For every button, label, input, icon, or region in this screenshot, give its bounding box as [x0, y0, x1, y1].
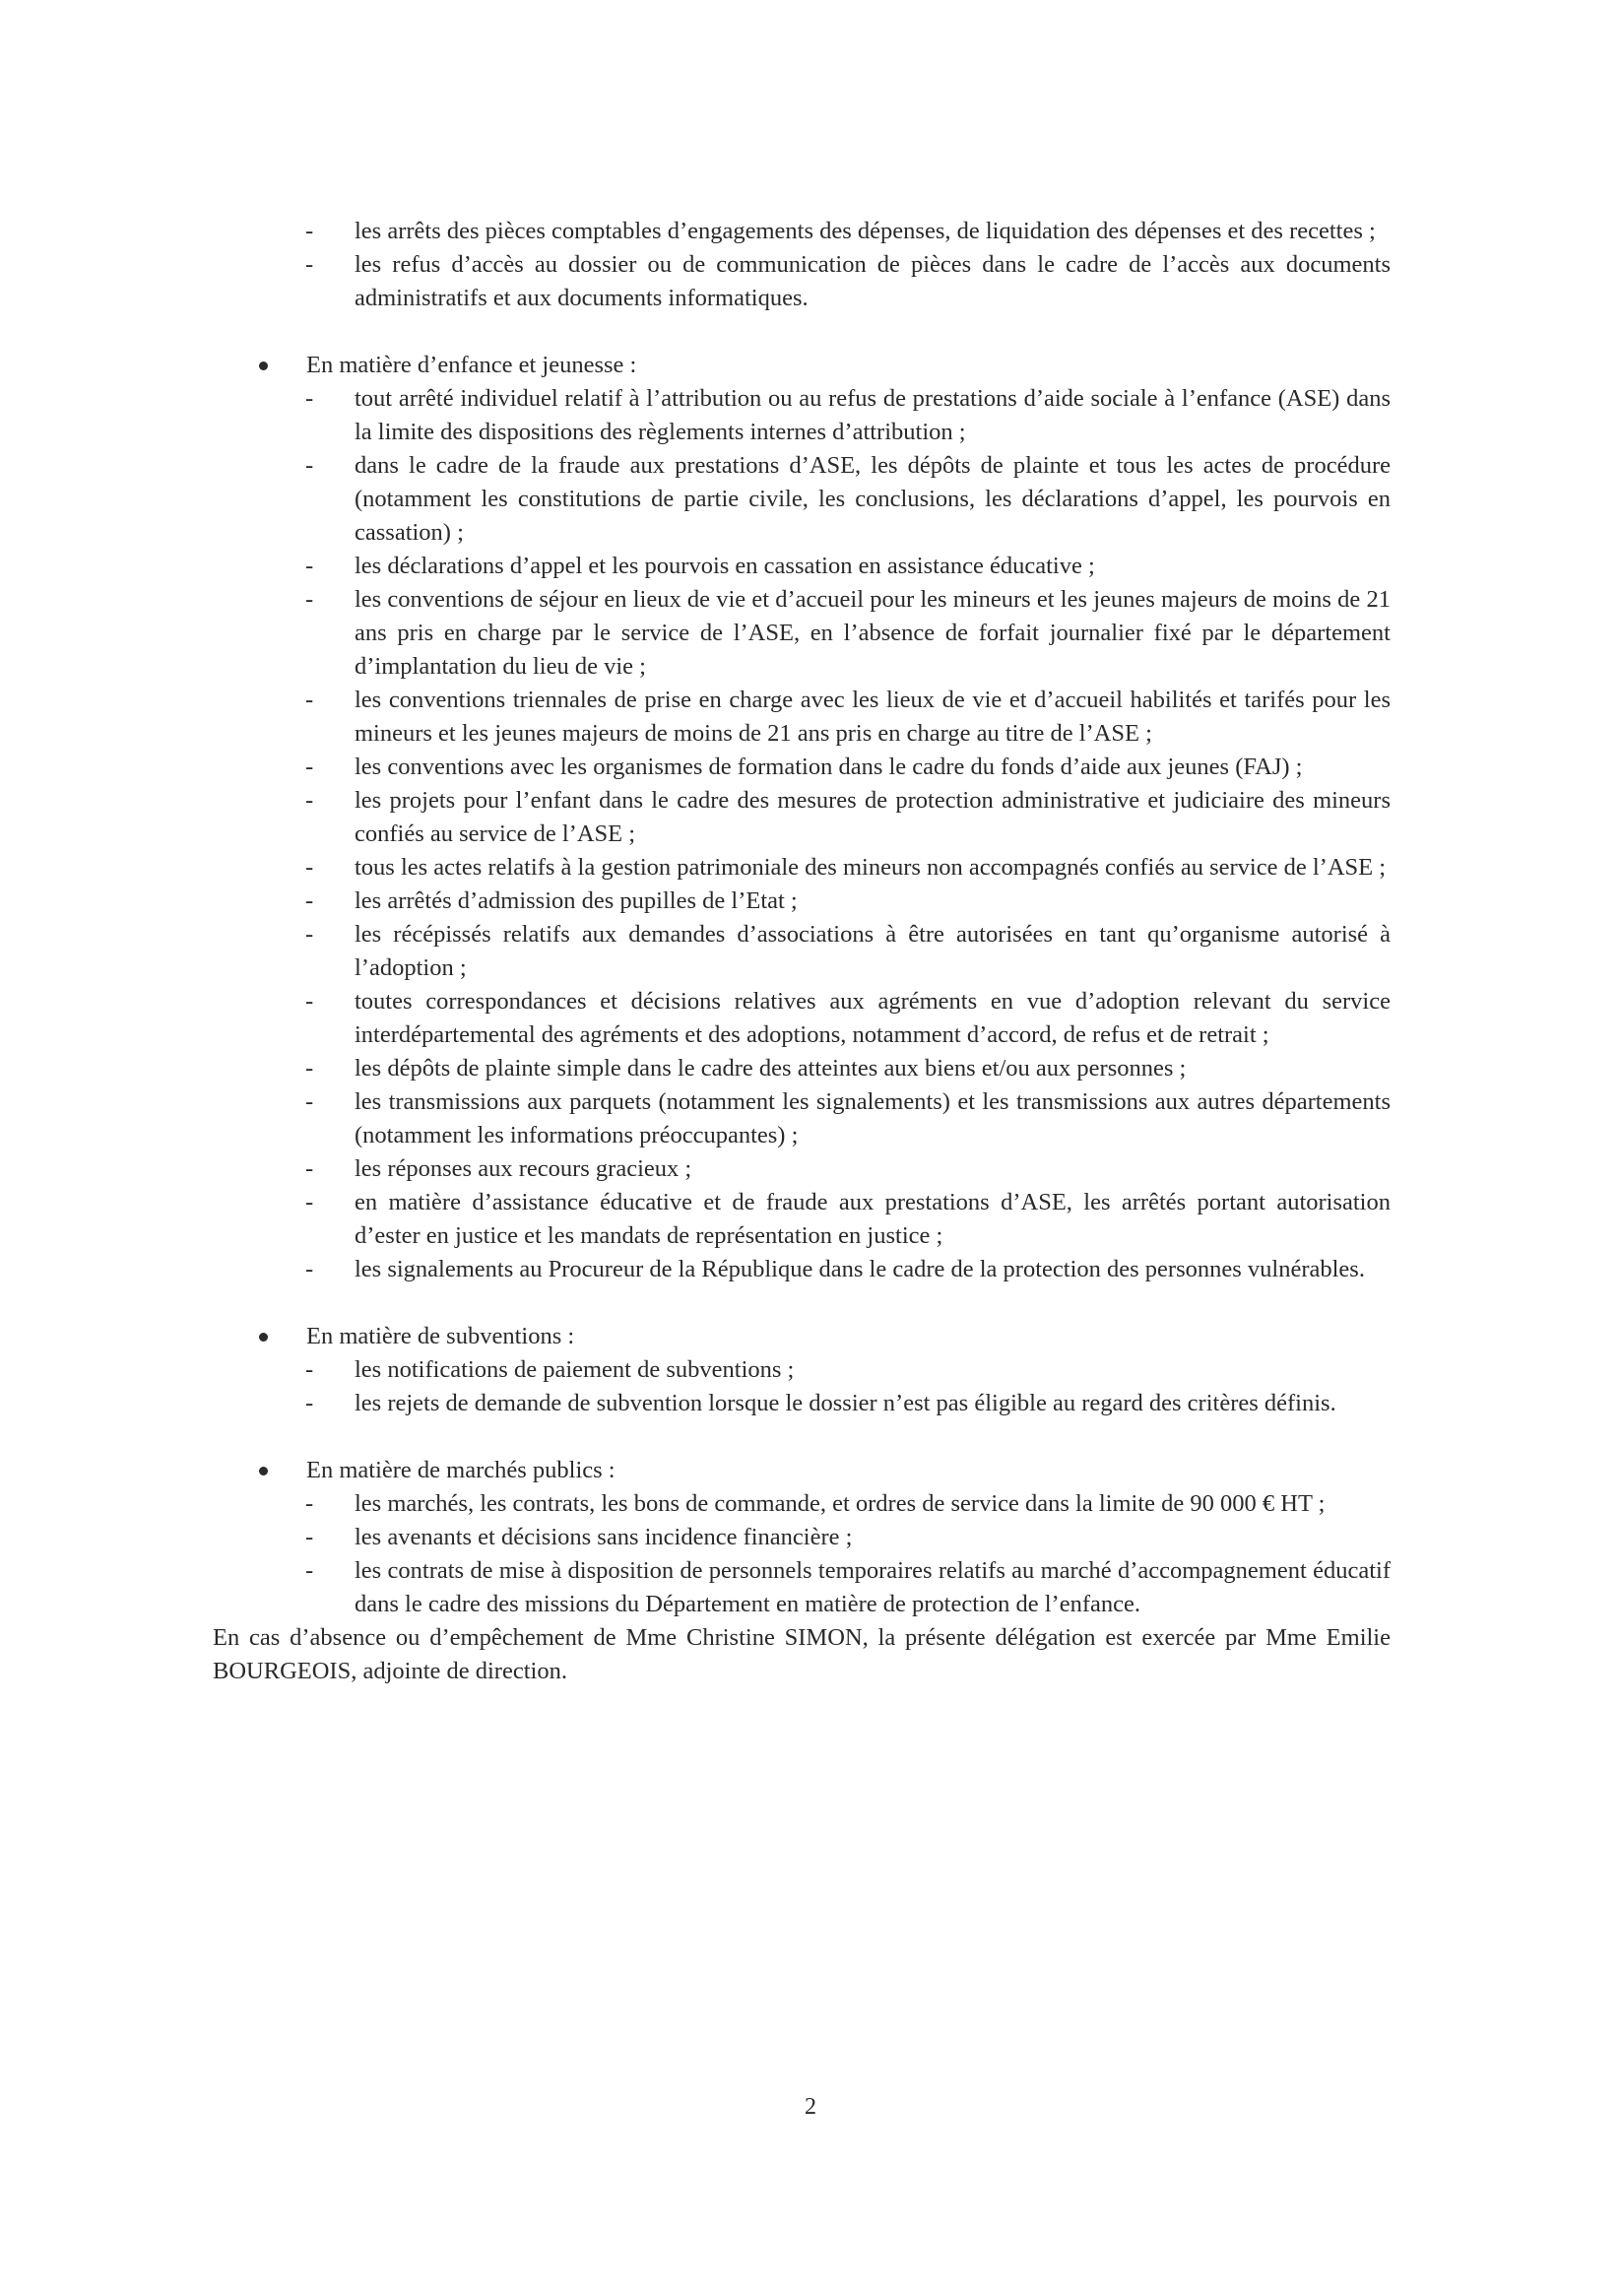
dash-marker: - [305, 754, 314, 780]
dash-marker: - [305, 1490, 314, 1517]
dash-marker: - [305, 1088, 314, 1115]
list-item [305, 1085, 1391, 1152]
list-item-text: les marchés, les contrats, les bons de commande, et ordres de service dans la limite de 90 000 € HT ; [355, 1490, 1326, 1517]
section [213, 349, 1391, 1286]
dash-marker: - [305, 251, 314, 278]
section-heading [213, 1320, 1391, 1353]
dash-marker: - [305, 887, 314, 914]
list-item [305, 1186, 1391, 1253]
list-item-text: les notifications de paiement de subventions ; [355, 1356, 795, 1383]
list-item [305, 918, 1391, 985]
dash-marker: - [305, 1055, 314, 1082]
list-item [305, 1554, 1391, 1621]
list-item [305, 1253, 1391, 1286]
list-item [305, 1387, 1391, 1420]
list-item-text: les conventions triennales de prise en charge avec les lieux de vie et d’accueil habilités et tarifés pour les mineurs et les jeunes majeurs de moins de 21 ans pris en charge au titre de l’ASE ; [355, 687, 1391, 747]
dash-marker: - [305, 218, 314, 244]
list-item [305, 784, 1391, 851]
dash-marker: - [305, 1557, 314, 1584]
list-item [305, 1521, 1391, 1554]
list-item-text: les conventions de séjour en lieux de vie et d’accueil pour les mineurs et les jeunes majeurs de moins de 21 ans pris en charge par le service de l’ASE, en l’absence de forfait journalier fixé par le département d’implantation du lieu de vie ; [355, 586, 1391, 680]
dash-marker: - [305, 1256, 314, 1282]
list-item-text: toutes correspondances et décisions relatives aux agréments en vue d’adoption relevant du service interdépartemental des agréments et des adoptions, notamment d’accord, de refus et de retrait ; [355, 988, 1391, 1048]
list-item [305, 751, 1391, 784]
list-item [305, 1052, 1391, 1085]
list-item-text: les signalements au Procureur de la République dans le cadre de la protection des personnes vulnérables. [355, 1256, 1365, 1282]
list-item [305, 550, 1391, 583]
section-heading [213, 349, 1391, 382]
list-item [305, 449, 1391, 550]
list-item-text: tous les actes relatifs à la gestion patrimoniale des mineurs non accompagnés confiés au service de l’ASE ; [355, 854, 1387, 881]
list-item-text: tout arrêté individuel relatif à l’attribution ou au refus de prestations d’aide sociale à l’enfance (ASE) dans la limite des dispositions des règlements internes d’attribution ; [355, 385, 1391, 445]
list-item-text: les refus d’accès au dossier ou de communication de pièces dans le cadre de l’accès aux documents administratifs et aux documents informatiques. [355, 251, 1391, 311]
sections-container [213, 349, 1391, 1621]
section-heading-text: En matière d’enfance et jeunesse : [306, 352, 637, 378]
section-items [213, 382, 1391, 1286]
dash-marker: - [305, 553, 314, 579]
list-item-text: les conventions avec les organismes de formation dans le cadre du fonds d’aide aux jeunes (FAJ) ; [355, 754, 1303, 780]
list-item [305, 1152, 1391, 1186]
section [213, 1320, 1391, 1420]
dash-marker: - [305, 787, 314, 814]
list-item-text: les transmissions aux parquets (notamment les signalements) et les transmissions aux autres départements (notamment les informations préoccupantes) ; [355, 1088, 1391, 1148]
list-item-text: les réponses aux recours gracieux ; [355, 1155, 692, 1182]
list-item-text: les arrêtés d’admission des pupilles de l’Etat ; [355, 887, 798, 914]
dash-marker: - [305, 1390, 314, 1416]
list-item [305, 215, 1391, 248]
closing-paragraph: En cas d’absence ou d’empêchement de Mme Christine SIMON, la présente délégation est exercée par Mme Emilie BOURGEOIS, adjointe de direction. [213, 1624, 1391, 1684]
dash-marker: - [305, 1155, 314, 1182]
dash-marker: - [305, 687, 314, 713]
list-item-text: les déclarations d’appel et les pourvois en cassation en assistance éducative ; [355, 553, 1095, 579]
list-item [305, 1353, 1391, 1387]
list-item [305, 382, 1391, 449]
bullet-icon [259, 1467, 268, 1476]
list-item-text: les dépôts de plainte simple dans le cadre des atteintes aux biens et/ou aux personnes ; [355, 1055, 1187, 1082]
list-item-text: dans le cadre de la fraude aux prestations d’ASE, les dépôts de plainte et tous les actes de procédure (notamment les constitutions de partie civile, les conclusions, les déclarations d’appel, les pourvois en cassation) ; [355, 452, 1391, 546]
dash-marker: - [305, 1189, 314, 1215]
section-heading [213, 1454, 1391, 1487]
list-item [305, 885, 1391, 918]
intro-list [213, 215, 1391, 315]
dash-marker: - [305, 921, 314, 948]
section-heading-text: En matière de marchés publics : [306, 1457, 616, 1483]
bullet-icon [259, 361, 268, 370]
list-item [305, 851, 1391, 885]
list-item-text: les projets pour l’enfant dans le cadre des mesures de protection administrative et judiciaire des mineurs confiés au service de l’ASE ; [355, 787, 1391, 847]
section-items [213, 1487, 1391, 1621]
dash-marker: - [305, 854, 314, 881]
list-item [305, 985, 1391, 1052]
page-number: 2 [805, 2094, 816, 2120]
list-item [305, 1487, 1391, 1521]
dash-marker: - [305, 385, 314, 412]
list-item-text: les arrêts des pièces comptables d’engagements des dépenses, de liquidation des dépenses et des recettes ; [355, 218, 1376, 244]
list-item-text: les contrats de mise à disposition de personnels temporaires relatifs au marché d’accompagnement éducatif dans le cadre des missions du Département en matière de protection de l’enfance. [355, 1557, 1391, 1617]
section-heading-text: En matière de subventions : [306, 1323, 575, 1349]
section-items [213, 1353, 1391, 1420]
section [213, 1454, 1391, 1621]
list-item-text: les avenants et décisions sans incidence financière ; [355, 1524, 853, 1550]
dash-marker: - [305, 586, 314, 613]
dash-marker: - [305, 1356, 314, 1383]
list-item-text: les récépissés relatifs aux demandes d’associations à être autorisées en tant qu’organisme autorisé à l’adoption ; [355, 921, 1391, 981]
list-item [305, 248, 1391, 315]
list-item [305, 583, 1391, 684]
list-item-text: les rejets de demande de subvention lorsque le dossier n’est pas éligible au regard des critères définis. [355, 1390, 1336, 1416]
dash-marker: - [305, 988, 314, 1015]
dash-marker: - [305, 1524, 314, 1550]
document-body [213, 215, 1391, 1688]
dash-marker: - [305, 452, 314, 479]
bullet-icon [259, 1333, 268, 1342]
list-item-text: en matière d’assistance éducative et de fraude aux prestations d’ASE, les arrêtés portant autorisation d’ester en justice et les mandats de représentation en justice ; [355, 1189, 1391, 1249]
list-item [305, 684, 1391, 751]
